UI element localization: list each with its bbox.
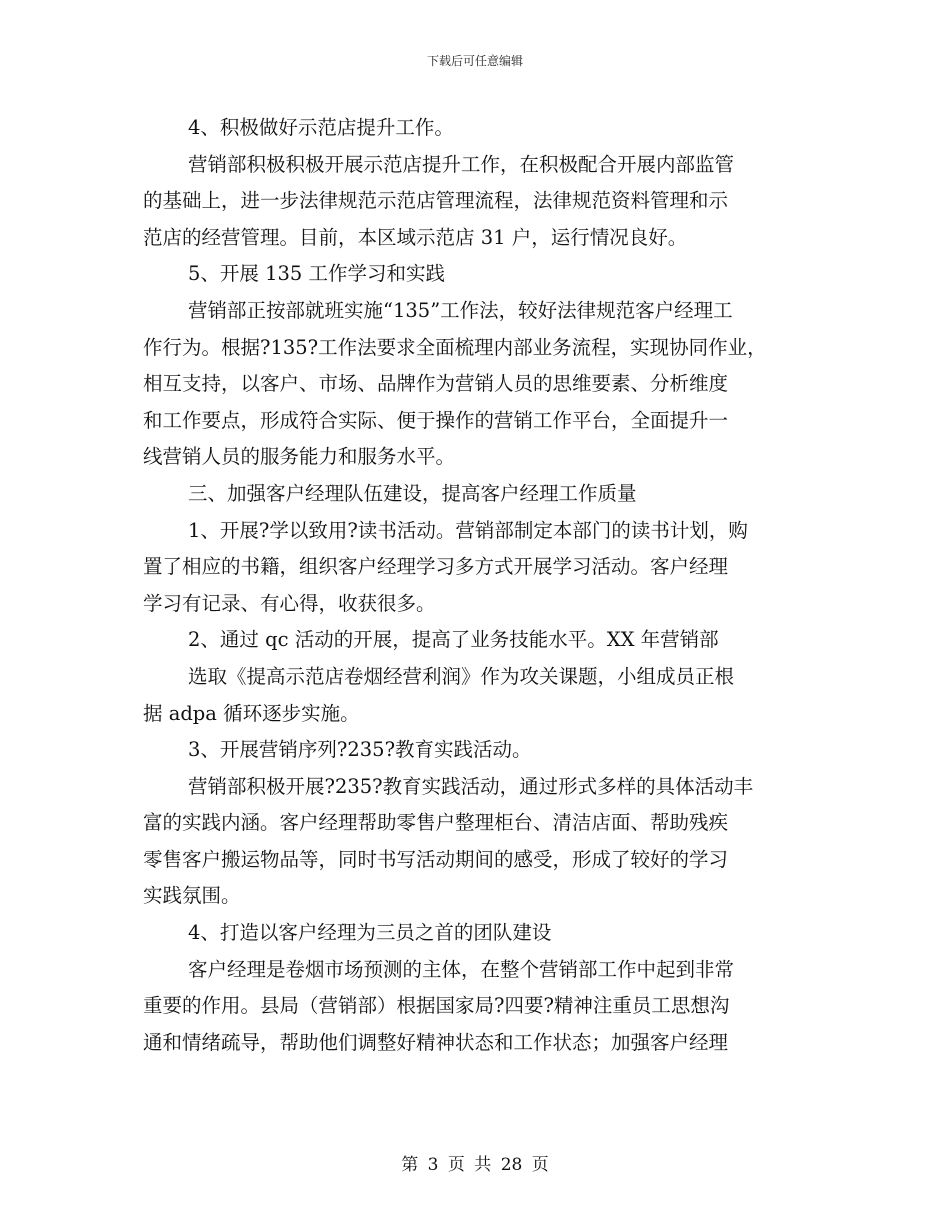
page-number-footer: 第 3 页 共 28 页 <box>401 1155 549 1175</box>
body-line: 4、积极做好示范店提升工作。 <box>188 116 454 139</box>
body-line: 5、开展 135 工作学习和实践 <box>188 262 446 286</box>
body-line: 范店的经营管理。目前，本区域示范店 31 户，运行情况良好。 <box>143 225 688 249</box>
body-line: 富的实践内涵。客户经理帮助零售户整理柜台、清洁店面、帮助残疾 <box>143 811 729 835</box>
body-line: 营销部正按部就班实施“135”工作法，较好法律规范客户经理工 <box>188 298 733 322</box>
page-header: 下载后可任意编辑 <box>426 54 523 68</box>
body-line: 实践氛围。 <box>143 884 241 908</box>
body-line: 3、开展营销序列?235?教育实践活动。 <box>188 738 532 762</box>
body-line: 重要的作用。县局（营销部）根据国家局?四要?精神注重员工思想沟 <box>143 994 730 1018</box>
body-line: 三、加强客户经理队伍建设，提高客户经理工作质量 <box>188 481 637 505</box>
body-line: 的基础上，进一步法律规范示范店管理流程，法律规范资料管理和示 <box>143 189 729 213</box>
body-line: 1、开展?学以致用?读书活动。营销部制定本部门的读书计划，购 <box>188 518 748 542</box>
body-line: 线营销人员的服务能力和服务水平。 <box>143 445 456 469</box>
body-line: 营销部积极开展?235?教育实践活动，通过形式多样的具体活动丰 <box>188 774 754 798</box>
body-line: 选取《提高示范店卷烟经营利润》作为攻关课题，小组成员正根 <box>188 664 735 688</box>
body-line: 据 adpa 循环逐步实施。 <box>143 701 360 725</box>
body-line: 通和情绪疏导，帮助他们调整好精神状态和工作状态；加强客户经理 <box>143 1030 729 1054</box>
body-line: 4、打造以客户经理为三员之首的团队建设 <box>188 921 552 945</box>
document-body <box>143 110 811 1061</box>
body-line: 置了相应的书籍，组织客户经理学习多方式开展学习活动。客户经理 <box>143 555 729 579</box>
body-line: 和工作要点，形成符合实际、便于操作的营销工作平台，全面提升一 <box>143 408 729 432</box>
body-line: 2、通过 qc 活动的开展，提高了业务技能水平。XX 年营销部 <box>188 628 719 652</box>
body-line: 营销部积极积极开展示范店提升工作，在积极配合开展内部监管 <box>188 152 735 176</box>
body-line: 作行为。根据?135?工作法要求全面梳理内部业务流程，实现协同作业， <box>143 335 767 359</box>
body-line: 学习有记录、有心得，收获很多。 <box>143 591 436 615</box>
body-line: 客户经理是卷烟市场预测的主体，在整个营销部工作中起到非常 <box>188 957 735 981</box>
body-line: 零售客户搬运物品等，同时书写活动期间的感受，形成了较好的学习 <box>143 847 729 871</box>
body-line: 相互支持，以客户、市场、品牌作为营销人员的思维要素、分析维度 <box>143 372 729 396</box>
